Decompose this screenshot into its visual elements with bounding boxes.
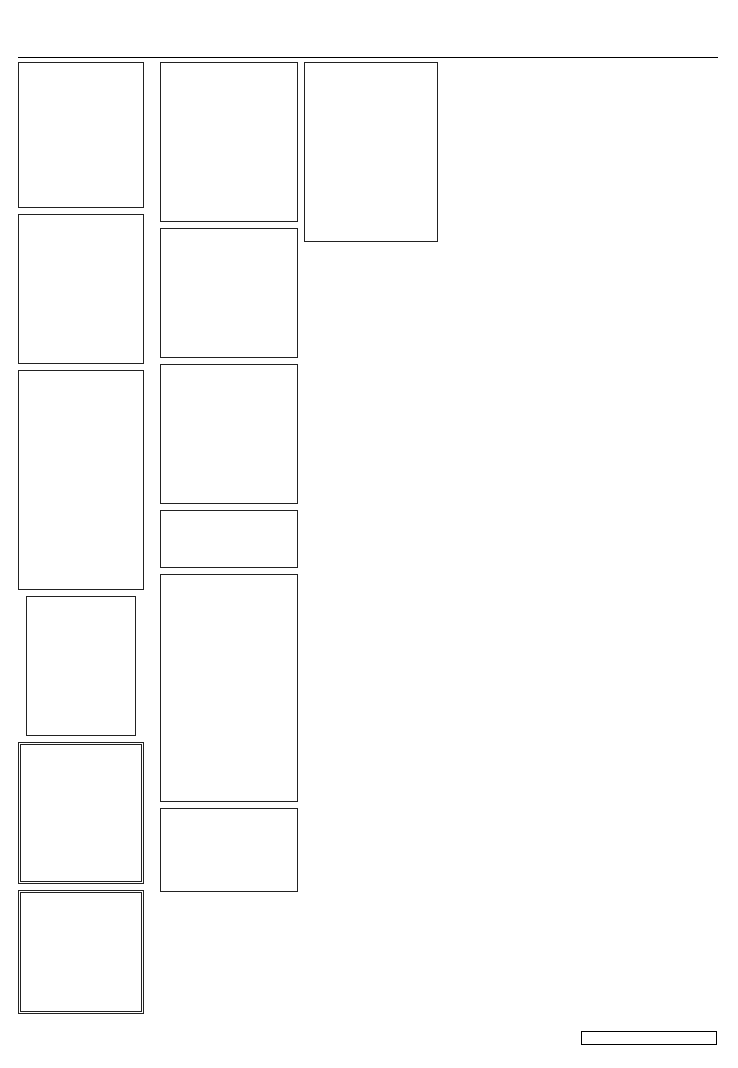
spacer xyxy=(166,232,292,235)
birth-notice-monica xyxy=(18,214,144,364)
engagement-notice xyxy=(18,370,144,590)
spacer xyxy=(166,583,292,586)
spacer xyxy=(24,226,138,229)
birth-notice-adriaan xyxy=(18,62,144,208)
spacer xyxy=(26,753,136,756)
spacer xyxy=(24,218,138,221)
spacer xyxy=(24,374,138,377)
anniversary-starre xyxy=(18,742,144,884)
anniversary-jansen xyxy=(160,228,298,358)
spacer xyxy=(26,898,136,901)
anniversary-pater xyxy=(18,890,144,1014)
spacer xyxy=(166,814,292,817)
spacer xyxy=(24,74,138,77)
continue-page-link[interactable] xyxy=(581,1031,717,1045)
condolence-colleagues xyxy=(304,62,438,242)
wedding-notice-coen xyxy=(26,596,136,736)
condolence-herman xyxy=(160,808,298,892)
anniversary-woudenberg xyxy=(160,62,298,222)
obituary-hermanus xyxy=(160,574,298,802)
spacer xyxy=(32,603,130,606)
thanks-doest xyxy=(160,510,298,568)
spacer xyxy=(166,368,292,371)
page-header xyxy=(18,44,718,58)
anniversary-strijd xyxy=(160,364,298,504)
